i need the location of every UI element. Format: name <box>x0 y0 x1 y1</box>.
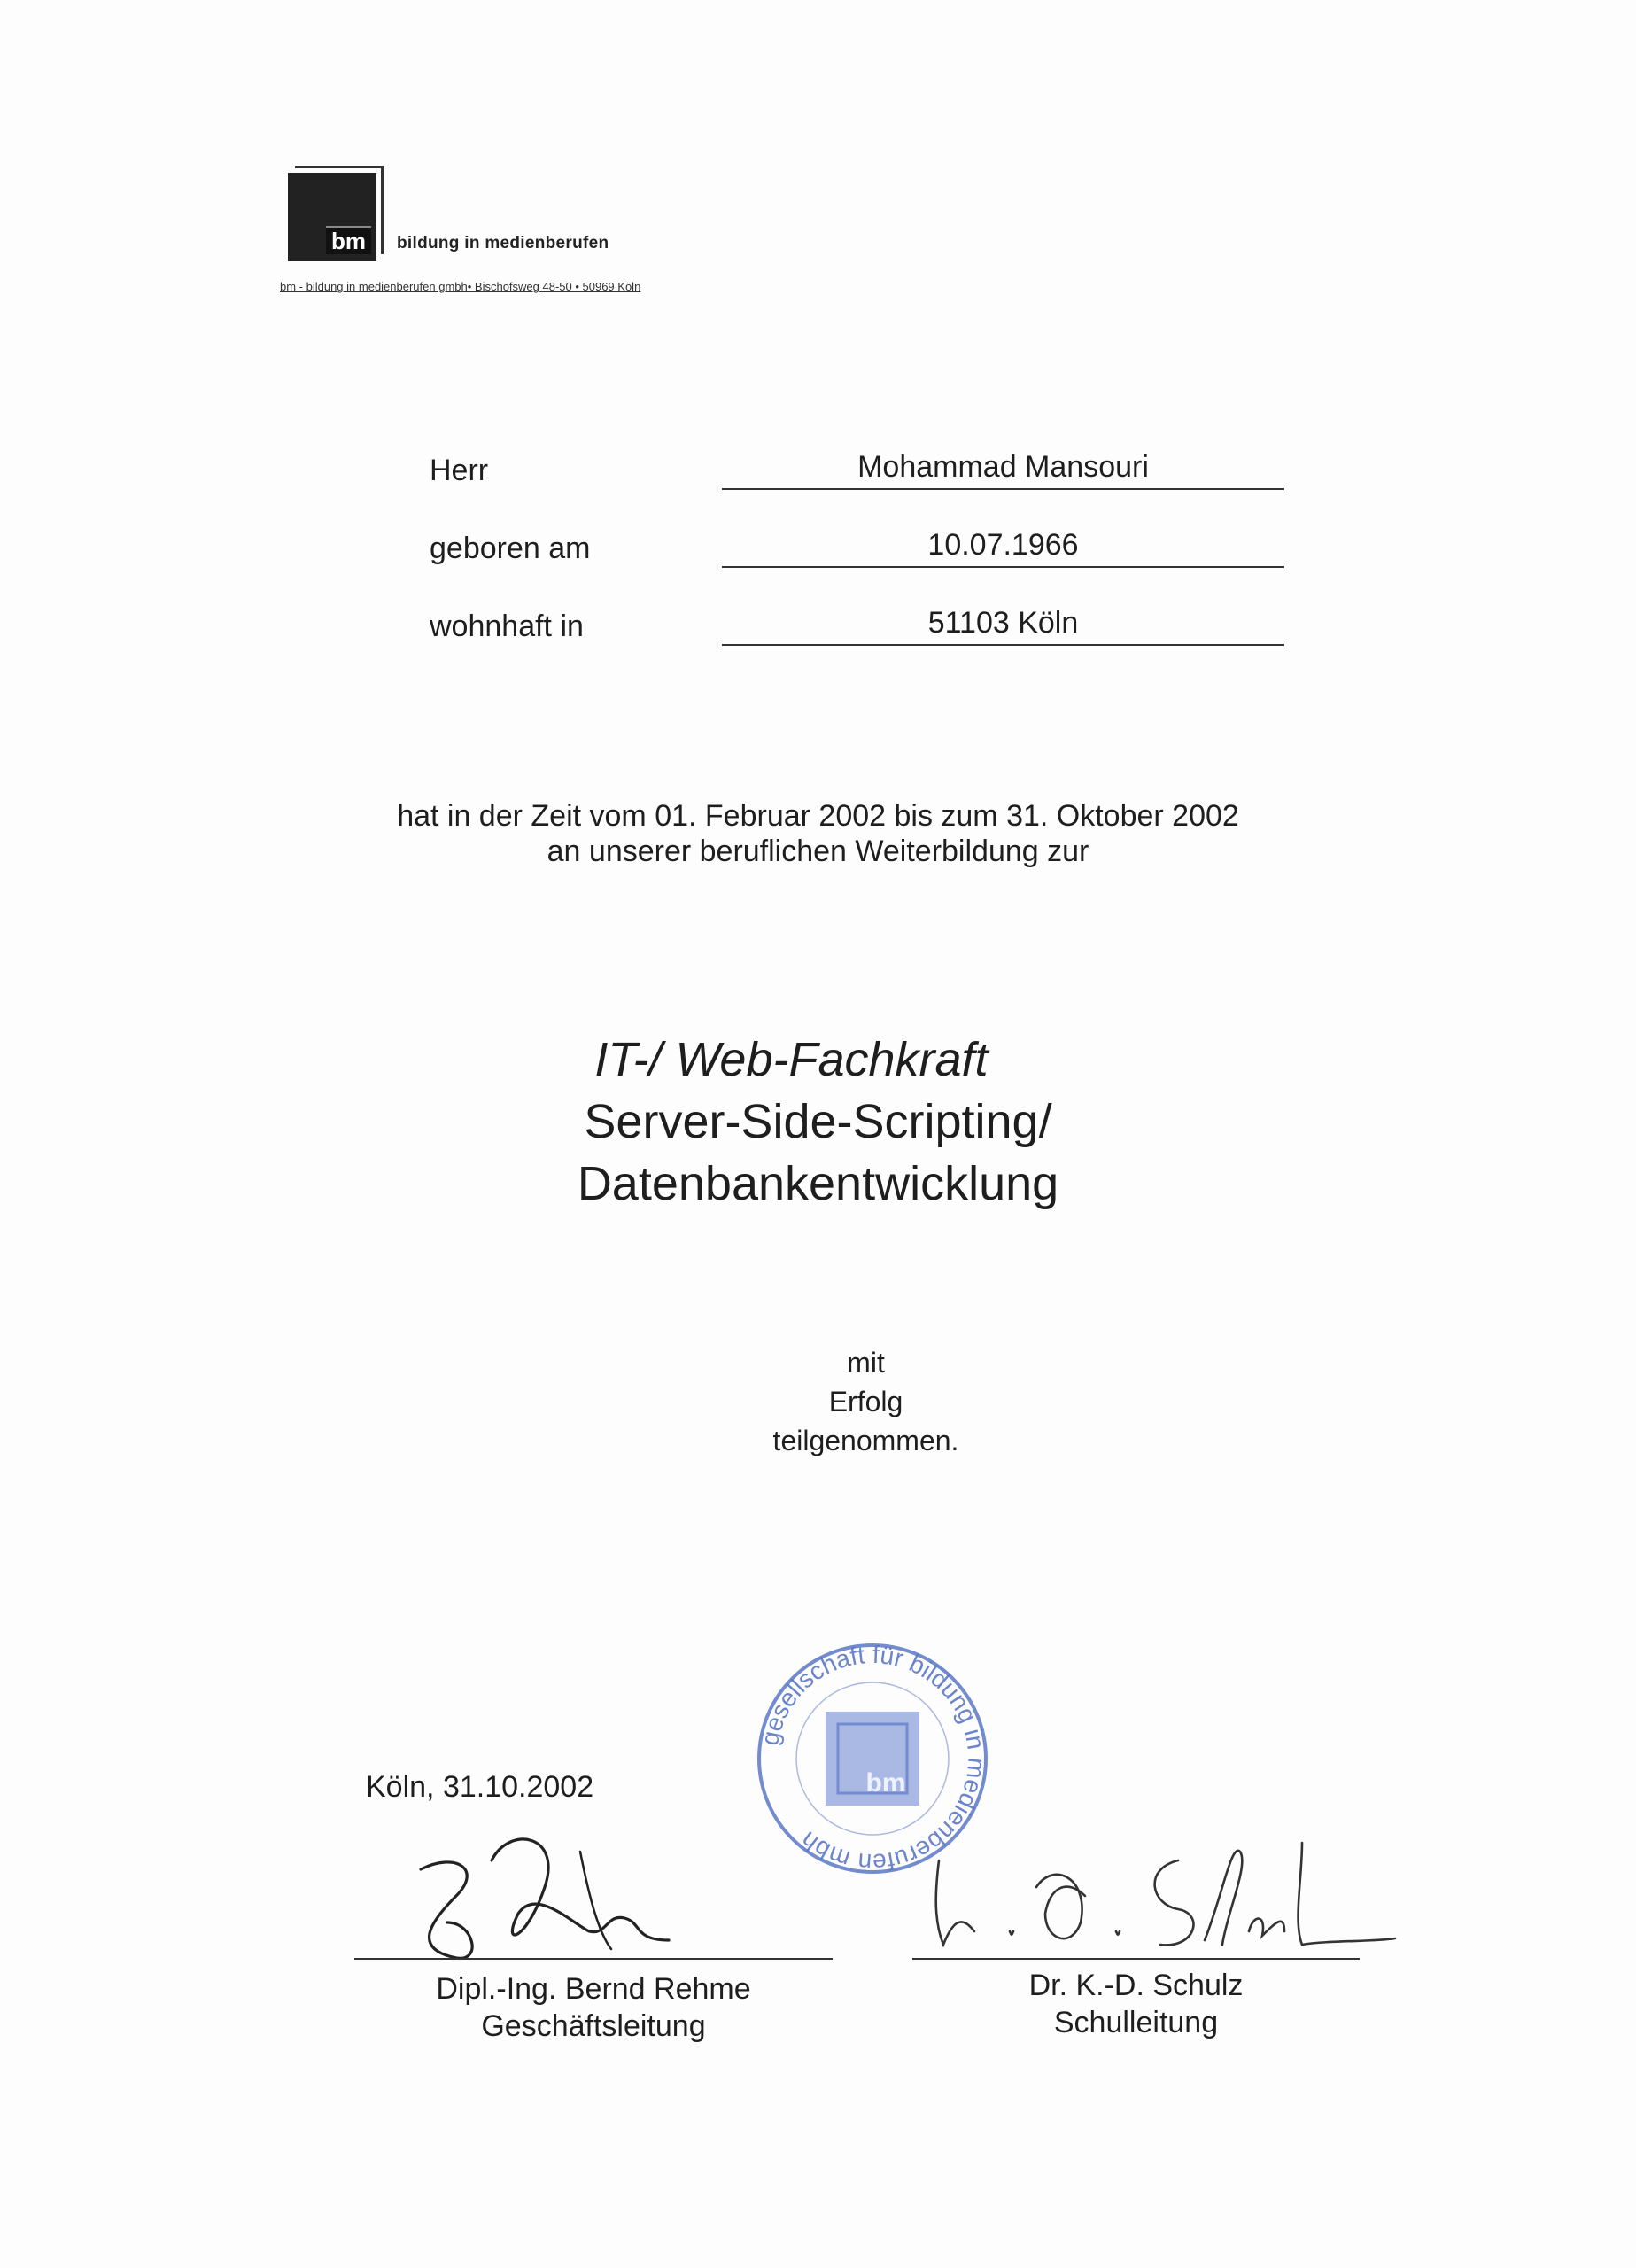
signature-line-right <box>912 1958 1360 1960</box>
place-date: Köln, 31.10.2002 <box>366 1770 594 1804</box>
residence-value: 51103 Köln <box>722 606 1284 646</box>
body-line-1: hat in der Zeit vom 01. Februar 2002 bis zum 31. Oktober 2002 <box>397 799 1239 833</box>
birth-date-value: 10.07.1966 <box>722 528 1284 568</box>
course-title-3: Datenbankentwicklung <box>577 1157 1059 1210</box>
signatory-name: Dr. K.-D. Schulz <box>1028 1969 1244 2002</box>
stamp-logo-text: bm <box>865 1768 906 1798</box>
result-line-1: mit <box>847 1347 885 1379</box>
birth-label: geboren am <box>430 532 591 565</box>
course-title-2: Server-Side-Scripting/ <box>584 1095 1052 1148</box>
logo-text: bm <box>326 226 371 254</box>
result-line-2: Erfolg <box>828 1386 903 1418</box>
signature-rehme <box>403 1816 757 1976</box>
stamp-text: gesellschaft für bildung in medienberufen mbh <box>756 1640 991 1877</box>
residence-label: wohnhaft in <box>430 610 584 643</box>
salutation-label: Herr <box>430 454 489 487</box>
signatory-right <box>912 1967 1360 2041</box>
company-address: bm - bildung in medienberufen gmbh• Bischofsweg 48-50 • 50969 Köln <box>280 280 641 293</box>
signatory-role: Geschäftsleitung <box>481 2009 706 2043</box>
course-title-1: IT-/ Web-Fachkraft <box>594 1033 989 1086</box>
company-name: bildung in medienberufen <box>397 234 609 252</box>
result-line-3: teilgenommen. <box>772 1425 959 1456</box>
name-value: Mohammad Mansouri <box>722 450 1284 490</box>
company-logo <box>288 173 376 261</box>
signatory-role: Schulleitung <box>1053 2006 1219 2039</box>
body-line-2: an unserer beruflichen Weiterbildung zur <box>547 835 1089 868</box>
signature-schulz <box>912 1825 1408 1967</box>
signatory-left <box>354 1970 833 2045</box>
signatory-name: Dipl.-Ing. Bernd Rehme <box>436 1972 751 2006</box>
signature-line-left <box>354 1958 833 1960</box>
